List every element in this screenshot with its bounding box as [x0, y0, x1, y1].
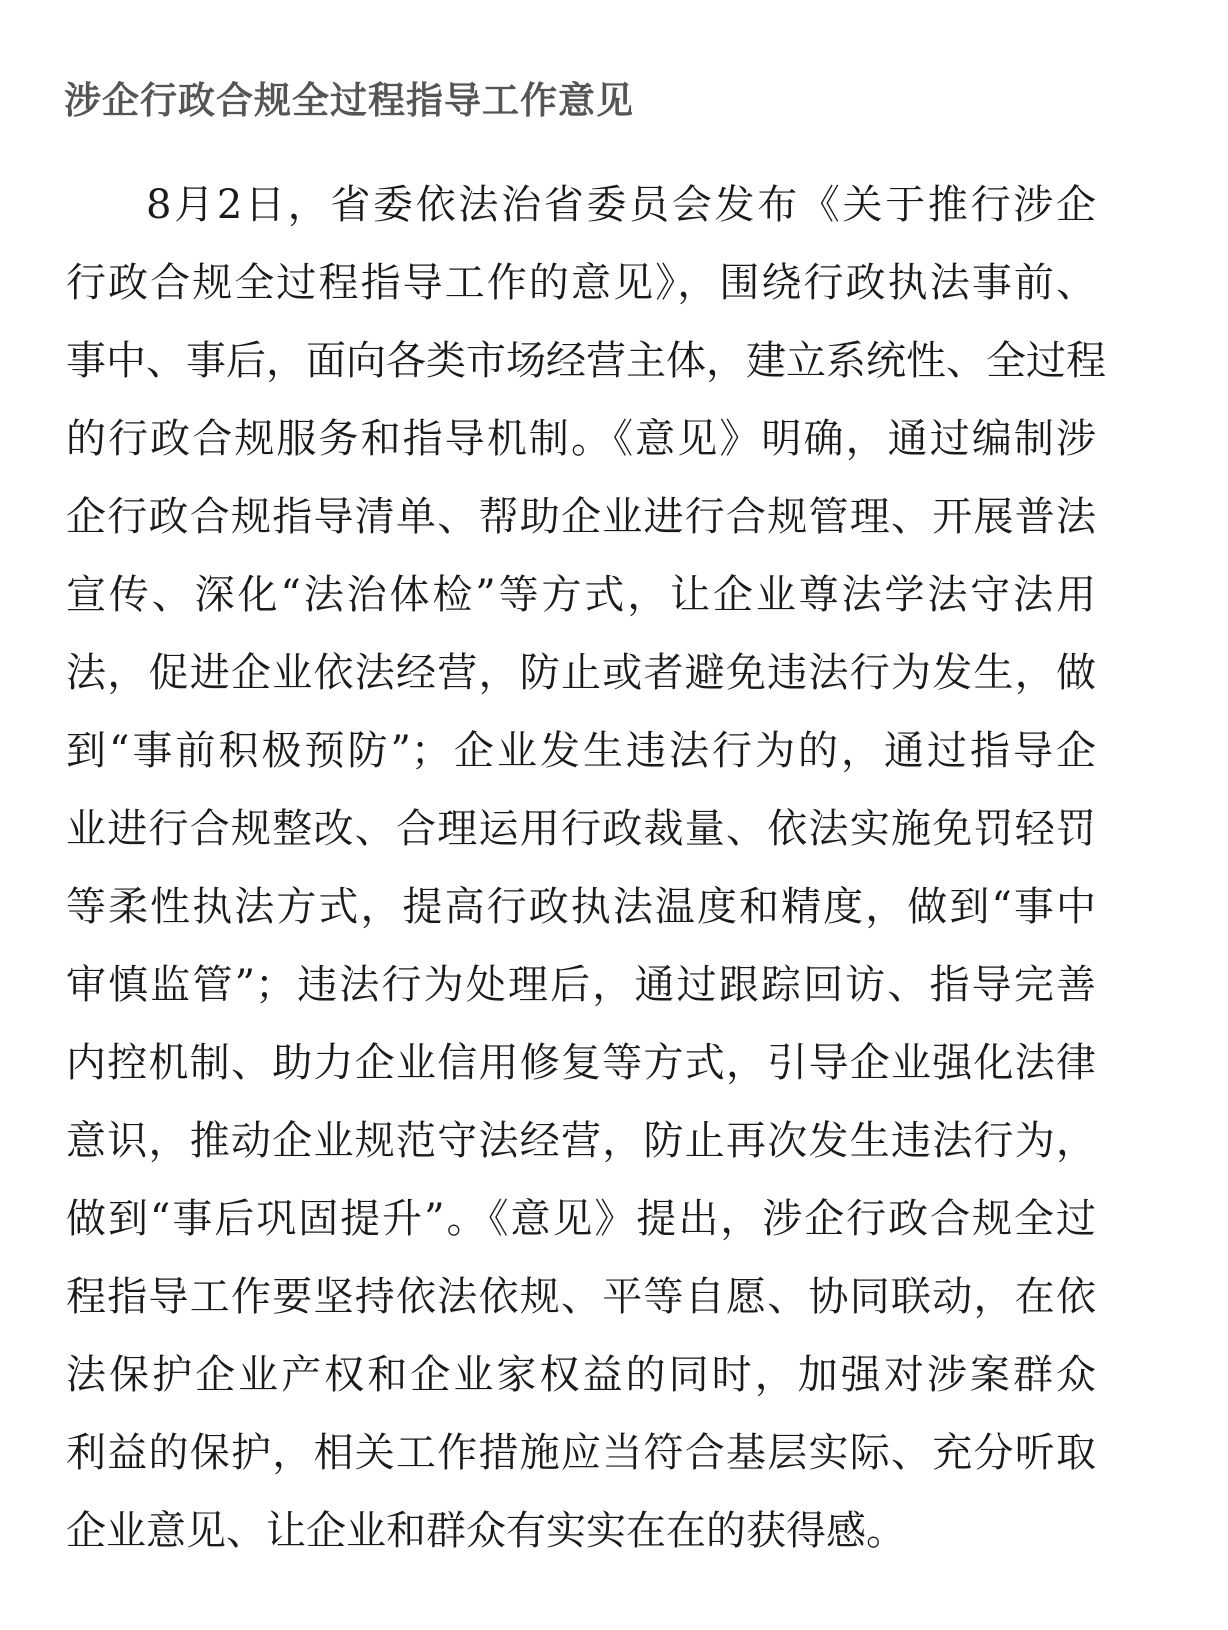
body-line: 事中、事后，面向各类市场经营主体，建立系统性、全过程: [66, 338, 1106, 384]
body-line: 审慎监管”；违法行为处理后，通过跟踪回访、指导完善: [66, 962, 1096, 1008]
body-line: 企业意见、让企业和群众有实实在在的获得感。: [66, 1508, 906, 1554]
body-line: 法保护企业产权和企业家权益的同时，加强对涉案群众: [66, 1352, 1096, 1398]
body-line: 程指导工作要坚持依法依规、平等自愿、协同联动，在依: [66, 1274, 1096, 1320]
body-line: 行政合规全过程指导工作的意见》，围绕行政执法事前、: [66, 260, 1096, 306]
article-title: 涉企行政合规全过程指导工作意见: [64, 78, 634, 122]
body-line: 业进行合规整改、合理运用行政裁量、依法实施免罚轻罚: [66, 806, 1096, 852]
body-line: 内控机制、助力企业信用修复等方式，引导企业强化法律: [66, 1040, 1096, 1086]
article-body: [66, 166, 1106, 1570]
body-line: 意识，推动企业规范守法经营，防止再次发生违法行为，: [66, 1118, 1096, 1164]
body-line: 宣传、深化“法治体检”等方式，让企业尊法学法守法用: [66, 572, 1096, 618]
body-line: 等柔性执法方式，提高行政执法温度和精度，做到“事中: [66, 884, 1096, 930]
body-line: 8月2日，省委依法治省委员会发布《关于推行涉企: [146, 182, 1096, 228]
body-line: 企行政合规指导清单、帮助企业进行合规管理、开展普法: [66, 494, 1096, 540]
body-line: 到“事前积极预防”；企业发生违法行为的，通过指导企: [66, 728, 1096, 774]
body-line: 法，促进企业依法经营，防止或者避免违法行为发生，做: [66, 650, 1096, 696]
body-line: 做到“事后巩固提升”。《意见》提出，涉企行政合规全过: [66, 1196, 1096, 1242]
body-line: 的行政合规服务和指导机制。《意见》明确，通过编制涉: [66, 416, 1096, 462]
body-line: 利益的保护，相关工作措施应当符合基层实际、充分听取: [66, 1430, 1096, 1476]
